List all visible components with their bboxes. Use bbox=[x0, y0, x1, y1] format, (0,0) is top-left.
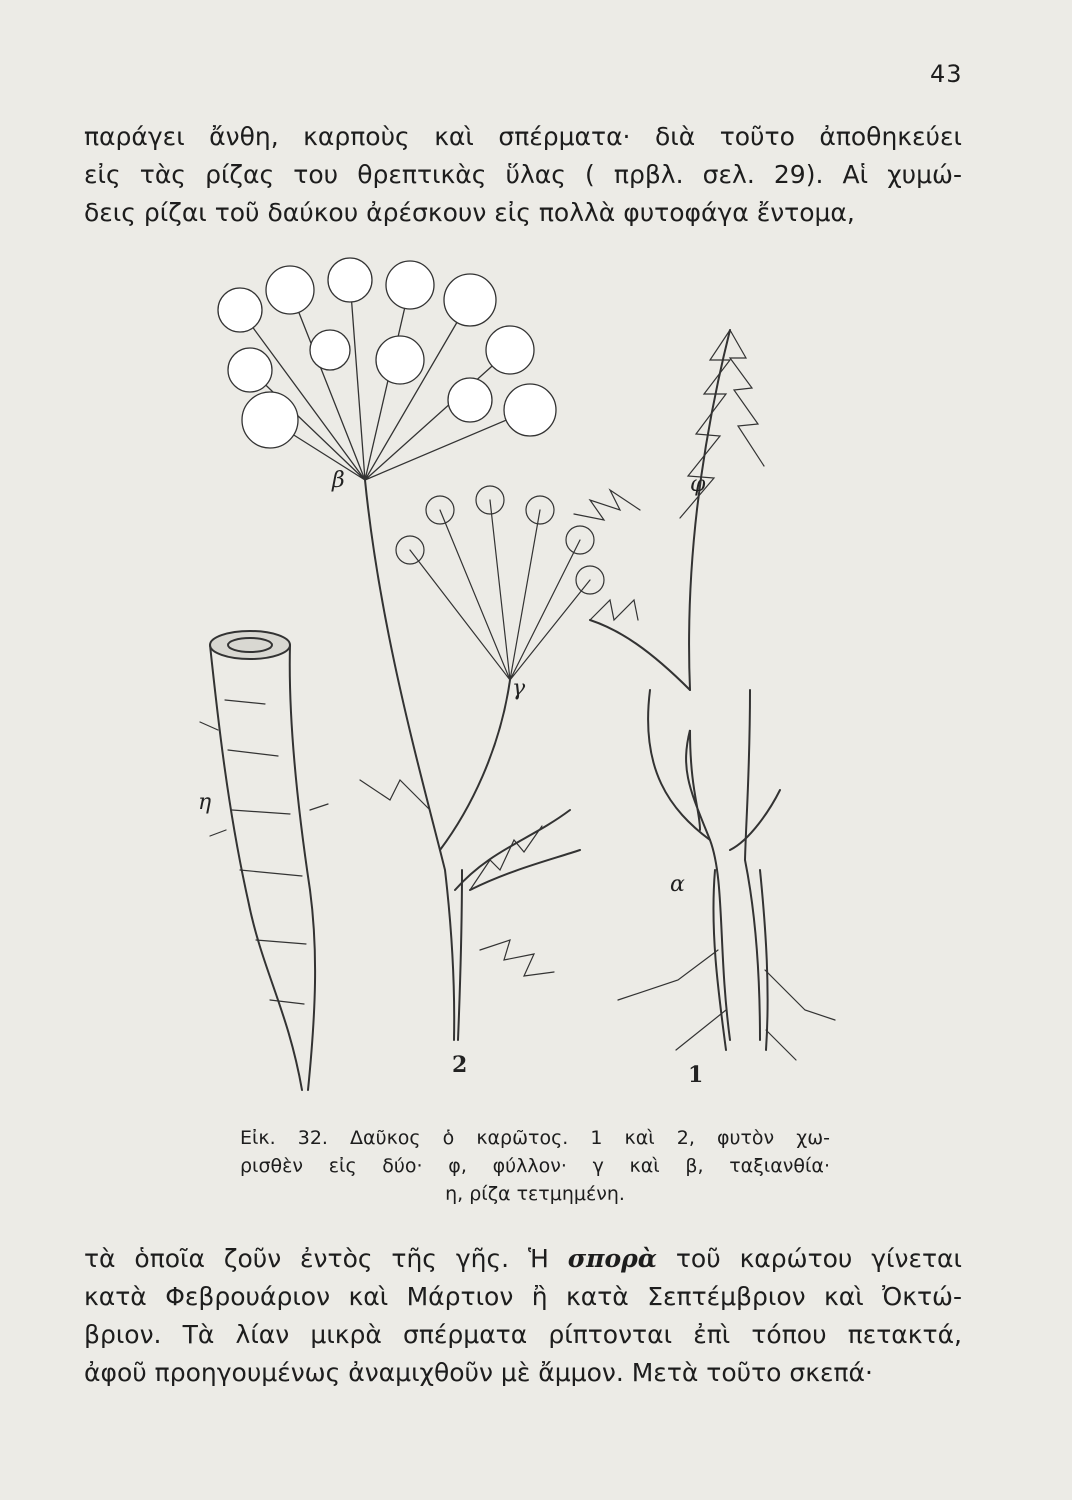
text-line: εἰς τὰς ρίζας του θρεπτικὰς ὕλας ( πρβλ. σελ. 29). Αἱ χυμώ- bbox=[84, 160, 962, 189]
text-line: βριον. Τὰ λίαν μικρὰ σπέρματα ρίπτονται ἐπὶ τόπου πετακτά, bbox=[84, 1320, 962, 1349]
cut-root-drawing bbox=[200, 631, 328, 1090]
page-number: 43 bbox=[930, 60, 963, 88]
carrot-illustration bbox=[170, 250, 850, 1110]
label-one: 1 bbox=[688, 1062, 704, 1088]
caption-line: ρισθὲν εἰς δύο· φ, φύλλον· γ καὶ β, ταξιανθία· bbox=[240, 1155, 830, 1177]
paragraph-top bbox=[84, 118, 962, 232]
text-line: παράγει ἄνθη, καρποὺς καὶ σπέρματα· διὰ τοῦτο ἀποθηκεύει bbox=[84, 122, 962, 151]
text-line: κατὰ Φεβρουάριον καὶ Μάρτιον ἢ κατὰ Σεπτέμβριον καὶ Ὀκτώ- bbox=[84, 1282, 962, 1311]
label-phi: φ bbox=[690, 472, 706, 497]
label-gamma: γ bbox=[512, 676, 526, 701]
label-beta: β bbox=[332, 468, 345, 493]
paragraph-bottom bbox=[84, 1240, 962, 1392]
figure-caption bbox=[240, 1124, 830, 1208]
caption-line: Εἰκ. 32. Δαῦκος ὁ καρῶτος. 1 καὶ 2, φυτὸν χω- bbox=[240, 1127, 830, 1149]
label-eta: η bbox=[198, 790, 212, 815]
label-two: 2 bbox=[452, 1052, 468, 1078]
text-segment: τὰ ὁποῖα ζοῦν ἐντὸς τῆς γῆς. Ἡ bbox=[84, 1244, 568, 1273]
text-segment: τοῦ καρώτου γίνεται bbox=[657, 1244, 962, 1273]
text-line: ἀφοῦ προηγουμένως ἀναμιχθοῦν μὲ ἄμμον. Μετὰ τοῦτο σκεπά· bbox=[84, 1358, 873, 1387]
text-line: δεις ρίζαι τοῦ δαύκου ἀρέσκουν εἰς πολλὰ φυτοφάγα ἔντομα, bbox=[84, 198, 855, 227]
right-plant-drawing bbox=[574, 330, 835, 1060]
carrot-drawing bbox=[170, 250, 850, 1110]
label-alpha: α bbox=[670, 872, 685, 897]
text-line bbox=[84, 1240, 962, 1278]
caption-line: η, ρίζα τετμημένη. bbox=[445, 1183, 625, 1205]
emphasized-word: σπορὰ bbox=[567, 1244, 658, 1273]
